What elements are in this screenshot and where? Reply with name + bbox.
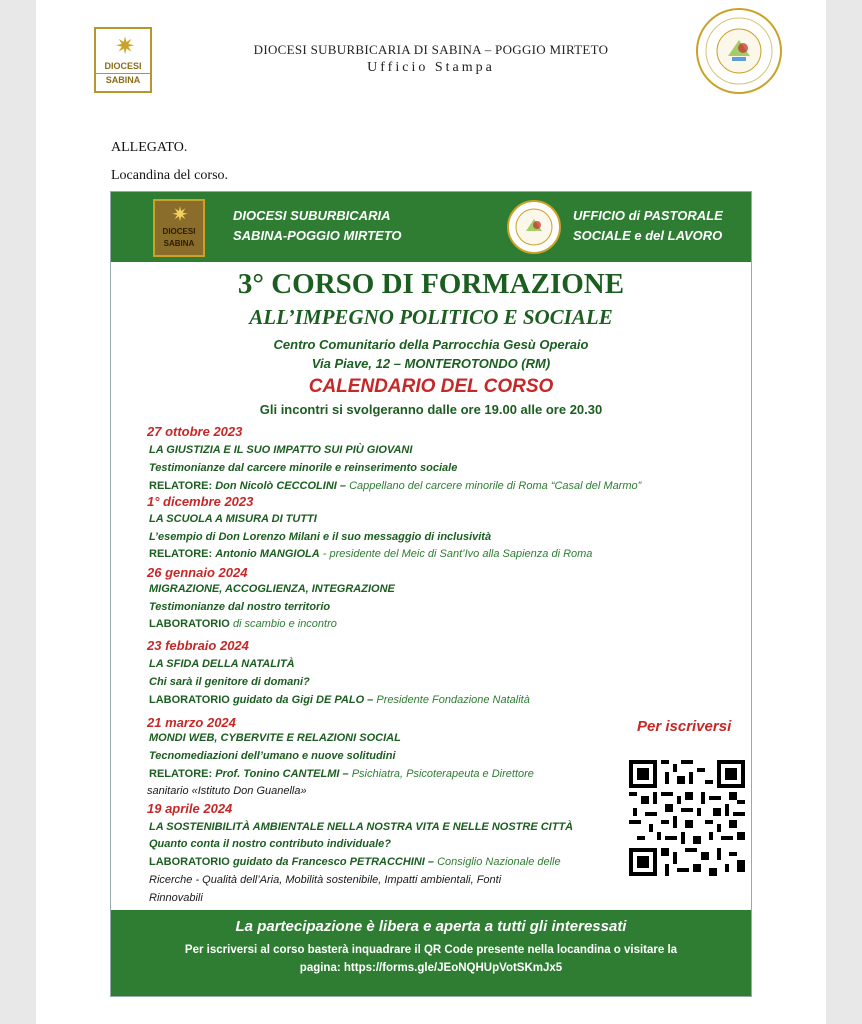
poster-diocese-line1: DIOCESI SUBURBICARIA [233, 208, 391, 223]
event-date: 21 marzo 2024 [147, 715, 236, 730]
poster-venue-name: Centro Comunitario della Parrocchia Gesù Operaio [273, 337, 589, 352]
event-topic: MONDI WEB, CYBERVITE E RELAZIONI SOCIAL [149, 732, 401, 744]
event-detail: - presidente del Meic di Sant’Ivo alla Sapienza di Roma [322, 548, 593, 560]
poster-bottom-band [111, 910, 751, 996]
poster-logo-line2: SABINA [163, 239, 195, 248]
header-subtitle: Ufficio Stampa [367, 60, 495, 75]
poster-diocese-logo [153, 199, 205, 257]
event-topic: LA SOSTENIBILITÀ AMBIENTALE NELLA NOSTRA VITA E NELLE NOSTRE CITTÀ [149, 821, 574, 833]
event-date: 1° dicembre 2023 [147, 494, 254, 509]
registration-instructions: Per iscriversi al corso basterà inquadrare il QR Code presente nella locandina o visitare la [184, 944, 678, 956]
poster-subtitle: ALL’IMPEGNO POLITICO E SOCIALE [249, 305, 613, 329]
event-topic: LA GIUSTIZIA E IL SUO IMPATTO SUI PIÙ GIOVANI [149, 444, 413, 456]
diocese-logo [94, 27, 152, 93]
event-subtitle: Testimonianze dal nostro territorio [149, 601, 331, 613]
star-icon: ✷ [171, 202, 189, 226]
course-poster [110, 191, 752, 997]
event-date: 26 gennaio 2024 [147, 565, 248, 580]
event-key-name: Don Nicolò CECCOLINI – [215, 480, 346, 492]
event-subtitle: Chi sarà il genitore di domani? [149, 676, 310, 688]
diocese-logo-line1: DIOCESI [104, 61, 142, 71]
poster-calendar-heading: CALENDARIO DEL CORSO [308, 376, 554, 397]
pastoral-office-seal [696, 8, 782, 94]
event-speaker [149, 618, 337, 630]
event-speaker [149, 548, 592, 560]
event-key-name: Antonio MANGIOLA [215, 548, 320, 560]
attachment-caption: Locandina del corso. [111, 168, 229, 183]
diocese-logo-line2: SABINA [96, 73, 150, 85]
poster-hours: Gli incontri si svolgeranno dalle ore 19.00 alle ore 20.30 [259, 402, 603, 417]
event-speaker [149, 768, 534, 780]
event-subtitle: Quanto conta il nostro contributo individuale? [149, 838, 391, 850]
event-subtitle: Tecnomediazioni dell’umano e nuove solitudini [149, 750, 396, 762]
event-date: 19 aprile 2024 [147, 801, 233, 816]
event-detail: Consiglio Nazionale delle [437, 856, 561, 868]
event-detail-cont: Ricerche - Qualità dell’Aria, Mobilità sostenibile, Impatti ambientali, Fonti [149, 874, 502, 886]
event-speaker [149, 480, 641, 492]
event-key-name: guidato da Gigi DE PALO – [232, 694, 374, 706]
participation-note: La partecipazione è libera e aperta a tutti gli interessati [235, 918, 627, 935]
qr-code[interactable] [629, 760, 745, 876]
event-subtitle: Testimonianze dal carcere minorile e reinserimento sociale [149, 462, 458, 474]
event-speaker [149, 694, 530, 706]
event-key: RELATORE: [149, 768, 213, 780]
poster-title: 3° CORSO DI FORMAZIONE [237, 268, 625, 300]
event-topic: MIGRAZIONE, ACCOGLIENZA, INTEGRAZIONE [149, 583, 395, 595]
event-topic: LA SFIDA DELLA NATALITÀ [149, 658, 295, 670]
event-detail: di scambio e incontro [232, 618, 337, 630]
poster-top-band [111, 192, 751, 262]
star-icon: ✷ [114, 32, 136, 60]
event-key: RELATORE: [149, 480, 213, 492]
event-detail: Cappellano del carcere minorile di Roma “Casal del Marmo” [349, 480, 642, 492]
register-label: Per iscriversi [637, 718, 732, 735]
event-date: 27 ottobre 2023 [147, 424, 243, 439]
event-key: LABORATORIO [149, 618, 230, 630]
registration-link[interactable]: pagina: https://forms.gle/JEoNQHUpVotSKmJx5 [299, 962, 563, 974]
event-speaker [149, 856, 561, 868]
poster-venue-address: Via Piave, 12 – MONTEROTONDO (RM) [311, 356, 551, 371]
poster-seal [507, 200, 561, 254]
event-topic: LA SCUOLA A MISURA DI TUTTI [149, 513, 317, 525]
event-subtitle: L’esempio di Don Lorenzo Milani e il suo messaggio di inclusività [149, 531, 492, 543]
poster-logo-line1: DIOCESI [162, 227, 196, 236]
event-detail: Presidente Fondazione Natalità [376, 694, 530, 706]
event-key-name: Prof. Tonino CANTELMI – [215, 768, 349, 780]
event-key-name: guidato da Francesco PETRACCHINI – [232, 856, 435, 868]
poster-office-line1: UFFICIO di PASTORALE [573, 208, 723, 223]
event-detail-cont: Rinnovabili [149, 892, 203, 904]
event-key: RELATORE: [149, 548, 213, 560]
event-key: LABORATORIO [149, 694, 230, 706]
attachment-label: ALLEGATO. [111, 140, 188, 155]
header-title: DIOCESI SUBURBICARIA DI SABINA – POGGIO MIRTETO [253, 42, 609, 57]
document-page [36, 0, 826, 1024]
event-key: LABORATORIO [149, 856, 230, 868]
event-detail-cont: sanitario «Istituto Don Guanella» [147, 785, 307, 797]
poster-diocese-line2: SABINA-POGGIO MIRTETO [233, 228, 402, 243]
event-date: 23 febbraio 2024 [147, 638, 249, 653]
poster-office-line2: SOCIALE e del LAVORO [573, 228, 723, 243]
event-detail: Psichiatra, Psicoterapeuta e Direttore [351, 768, 534, 780]
